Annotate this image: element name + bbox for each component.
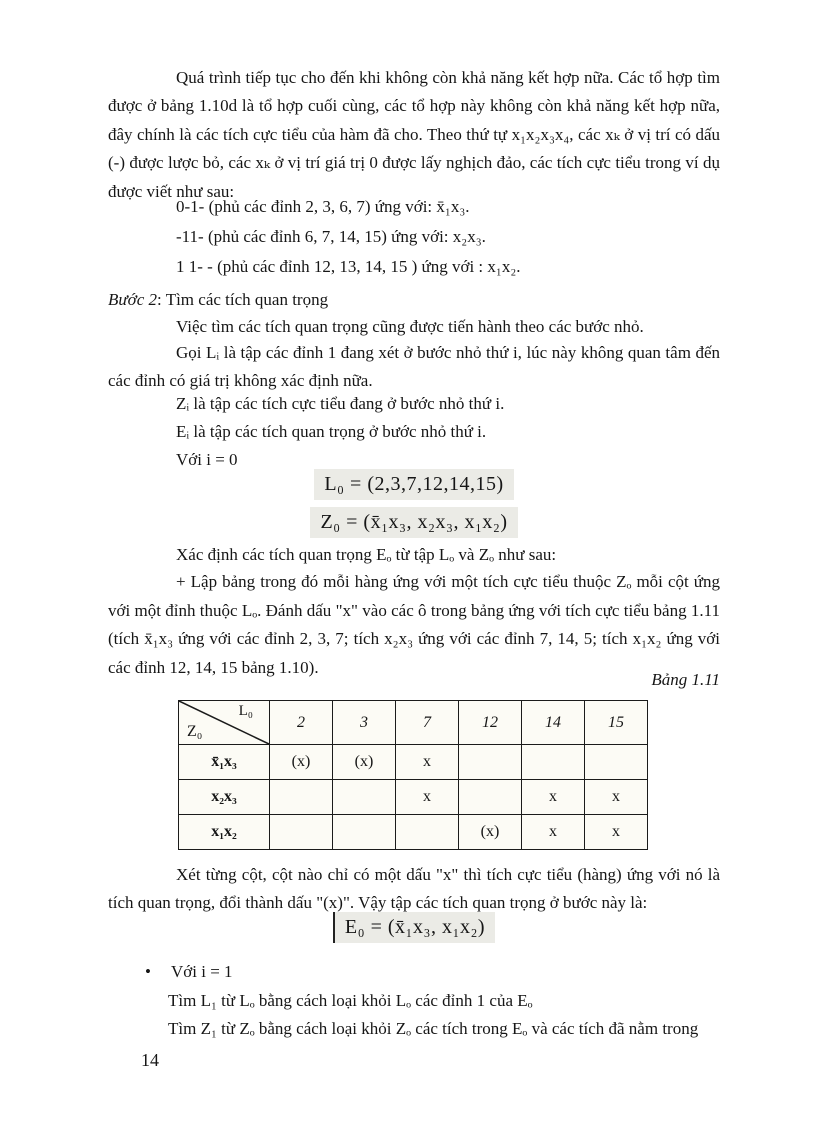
- table-cell: [396, 815, 459, 850]
- table-cell: (x): [270, 745, 333, 780]
- minterm-line-2: -11- (phủ các đỉnh 6, 7, 14, 15) ứng với: x₂x₃.: [176, 227, 486, 246]
- bullet-text: Với i = 1: [171, 962, 233, 981]
- col-header-2: 2: [270, 701, 333, 745]
- paragraph-Li-definition: Gọi Lᵢ là tập các đỉnh 1 đang xét ở bước nhỏ thứ i, lúc này không quan tâm đến các đỉnh có giá trị không xác định nữa.: [108, 343, 720, 390]
- table-cell: [270, 815, 333, 850]
- formula-L0-wrap: [108, 469, 720, 500]
- minterm-list: [108, 192, 720, 282]
- table-header-row: [179, 701, 648, 745]
- paragraph-Zi-definition: Zᵢ là tập các tích cực tiểu đang ở bước nhỏ thứ i.: [176, 394, 505, 413]
- table-row: [179, 780, 648, 815]
- col-header-12: 12: [459, 701, 522, 745]
- paragraph-build-table: + Lập bảng trong đó mỗi hàng ứng với một tích cực tiểu thuộc Zₒ mỗi cột ứng với một đỉnh thuộc Lₒ. Đánh dấu "x" vào các ô trong bảng ứng với tích cực tiểu bảng 1.11 (tích x̄₁x₃ ứng với các đỉnh 2, 3, 7; tích x₂x₃ ứng với các đỉnh 7, 14, 5; tích x₁x₂ ứng với các đỉnh 12, 14, 15 bảng 1.10).: [108, 572, 720, 677]
- table-cell: [522, 745, 585, 780]
- paragraph-find-Z1: Tìm Z₁ từ Zₒ bằng cách loại khỏi Zₒ các tích trong Eₒ và các tích đã nằm trong: [168, 1019, 699, 1038]
- bullet-icon: •: [145, 962, 151, 981]
- paragraph-small-steps: Việc tìm các tích quan trọng cũng được tiến hành theo các bước nhỏ.: [176, 317, 644, 336]
- formula-Z0-wrap: [108, 507, 720, 538]
- formula-Z0: Z₀ = (x̄₁x₃, x₂x₃, x₁x₂): [310, 507, 517, 538]
- minterm-line-3: 1 1- - (phủ các đỉnh 12, 13, 14, 15 ) ứng với : x₁x₂.: [176, 257, 521, 276]
- row-label-x2-x3: x₂x₃: [179, 780, 270, 815]
- table-cell: [333, 780, 396, 815]
- table-cell: [585, 745, 648, 780]
- paragraph-find-L1: Tìm L₁ từ Lₒ bằng cách loại khỏi Lₒ các đỉnh 1 của Eₒ: [168, 991, 533, 1010]
- col-header-7: 7: [396, 701, 459, 745]
- paragraph-Ei-definition: Eᵢ là tập các tích quan trọng ở bước nhỏ thứ i.: [176, 422, 487, 441]
- minterm-line-1: 0-1- (phủ các đỉnh 2, 3, 6, 7) ứng với: x̄₁x₃.: [176, 197, 470, 216]
- table-caption: Bảng 1.11: [651, 670, 720, 689]
- paragraph-intro: Quá trình tiếp tục cho đến khi không còn khả năng kết hợp nữa. Các tổ hợp tìm được ở bảng 1.10d là tổ hợp cuối cùng, các tổ hợp này không còn khả năng kết hợp nữa, đây chính là các tích cực tiểu của hàm đã cho. Theo thứ tự x₁x₂x₃x₄, các xₖ ở vị trí có dấu (-) được lược bỏ, các xₖ ở vị trí giá trị 0 được lấy nghịch đảo, các tích cực tiểu trong ví dụ được viết như sau:: [108, 68, 720, 201]
- col-header-14: 14: [522, 701, 585, 745]
- formula-L0: L₀ = (2,3,7,12,14,15): [314, 469, 513, 500]
- table-cell: [459, 745, 522, 780]
- bullet-item: [108, 958, 720, 986]
- table-cell: x: [522, 815, 585, 850]
- paragraph-with-i-0: Với i = 0: [176, 450, 238, 469]
- table-cell: (x): [459, 815, 522, 850]
- formula-E0: E₀ = (x̄₁x₃, x₁x₂): [333, 912, 495, 943]
- prime-implicant-table: [178, 700, 648, 850]
- table-cell: x: [396, 745, 459, 780]
- table-cell: [270, 780, 333, 815]
- col-header-3: 3: [333, 701, 396, 745]
- table-row: [179, 815, 648, 850]
- table-cell: x: [585, 815, 648, 850]
- step2-label: Bước 2: [108, 290, 158, 309]
- corner-bottom-label: Z₀: [187, 723, 203, 740]
- row-label-x1-x2: x₁x₂: [179, 815, 270, 850]
- corner-cell: [179, 701, 270, 745]
- paragraph-inspect-columns: Xét từng cột, cột nào chỉ có một dấu "x" thì tích cực tiểu (hàng) ứng với nó là tích quan trọng, đổi thành dấu "(x)". Vậy tập các tích quan trọng ở bước này là:: [108, 865, 720, 912]
- formula-E0-wrap: [108, 912, 720, 943]
- table-cell: (x): [333, 745, 396, 780]
- table-cell: [459, 780, 522, 815]
- table-cell: [333, 815, 396, 850]
- table-row: [179, 745, 648, 780]
- table-cell: x: [585, 780, 648, 815]
- table-cell: x: [522, 780, 585, 815]
- table-cell: x: [396, 780, 459, 815]
- step2-heading: [108, 286, 720, 314]
- page-number: 14: [141, 1050, 159, 1070]
- col-header-15: 15: [585, 701, 648, 745]
- paragraph-determine-E0: Xác định các tích quan trọng Eₒ từ tập Lₒ và Zₒ như sau:: [176, 545, 557, 564]
- row-label-x1bar-x3: x̄₁x₃: [179, 745, 270, 780]
- corner-top-label: L₀: [238, 703, 253, 719]
- step2-text: : Tìm các tích quan trọng: [157, 290, 329, 309]
